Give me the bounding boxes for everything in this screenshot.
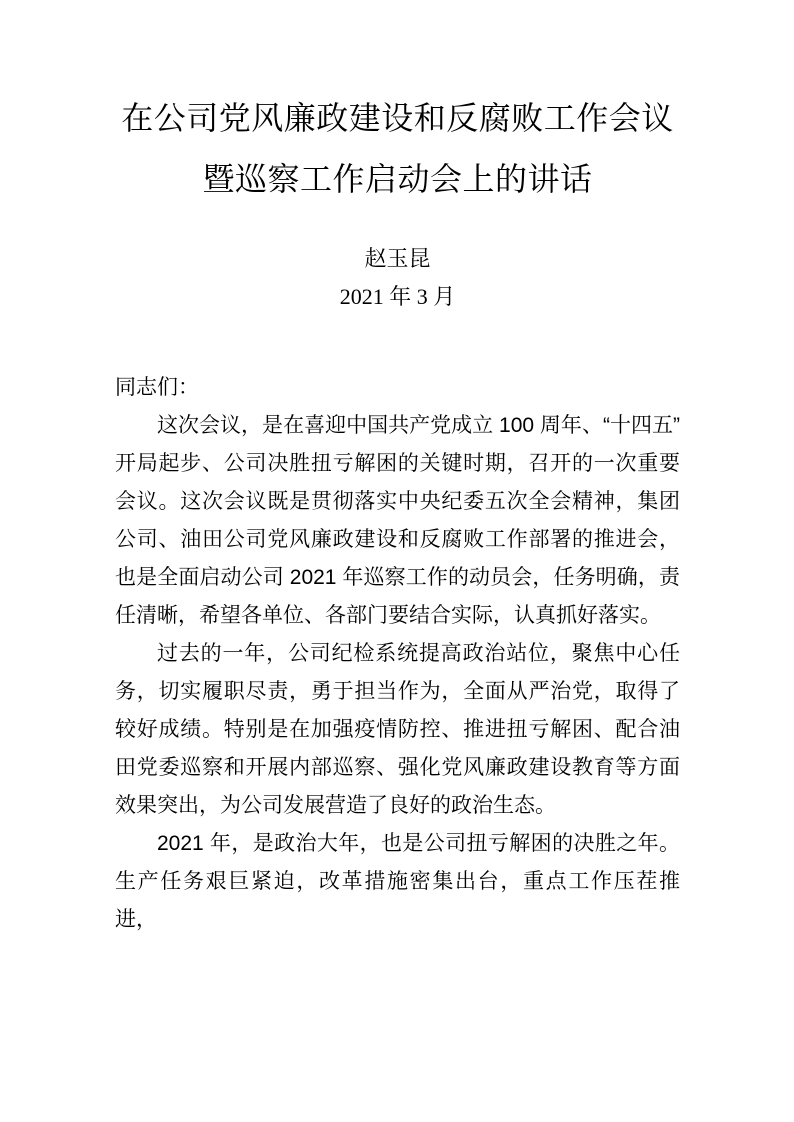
- author-line: 赵玉昆: [364, 246, 431, 271]
- paragraph: 2021 年，是政治大年，也是公司扭亏解困的决胜之年。生产任务艰巨紧迫，改革措施密集出台，重点工作压茬推进，: [115, 832, 680, 931]
- title-line-2: 暨巡察工作启动会上的讲话: [202, 161, 593, 197]
- salutation: 同志们：: [115, 376, 199, 399]
- document-body: [115, 369, 680, 939]
- paragraph: 这次会议，是在喜迎中国共产党成立 100 周年、“十四五”开局起步、公司决胜扭亏解困的关键时期，召开的一次重要会议。这次会议既是贯彻落实中央纪委五次全会精神，集团公司、油田公司党风廉政建设和反腐败工作部署的推进会，也是全面启动公司 2021 年巡察工作的动员会，任务明确，责任清晰，希望各单位、各部门要结合实际，认真抓好落实。: [115, 414, 680, 627]
- title-line-1: 在公司党风廉政建设和反腐败工作会议: [121, 100, 674, 136]
- date-line: 2021 年 3 月: [339, 284, 456, 309]
- document-title: [115, 88, 680, 210]
- paragraph: 过去的一年，公司纪检系统提高政治站位，聚焦中心任务，切实履职尽责，勇于担当作为，全面从严治党，取得了较好成绩。特别是在加强疫情防控、推进扭亏解困、配合油田党委巡察和开展内部巡察、强化党风廉政建设教育等方面效果突出，为公司发展营造了良好的政治生态。: [115, 642, 680, 817]
- byline-block: [115, 240, 680, 316]
